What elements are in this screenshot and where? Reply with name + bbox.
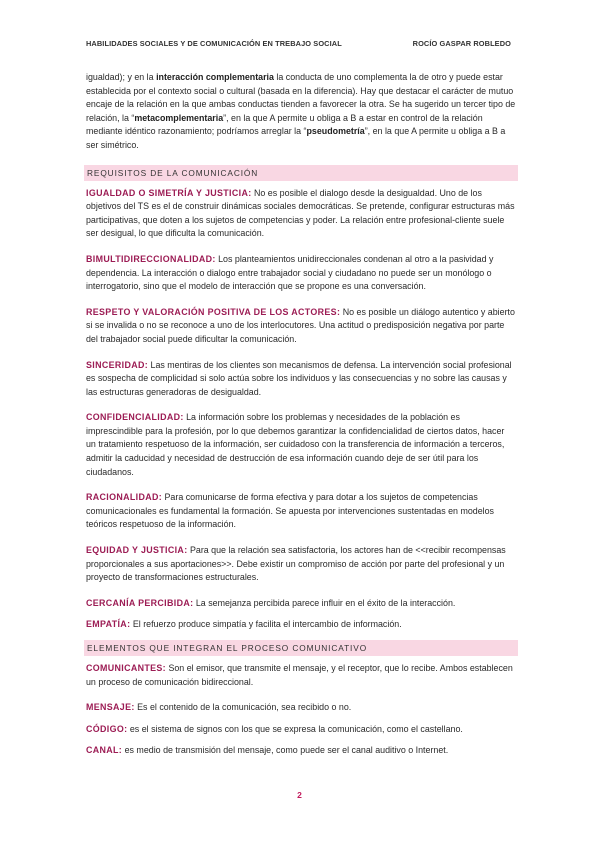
header-author: ROCÍO GASPAR ROBLEDO [412,39,511,48]
requirement-term: RESPETO Y VALORACIÓN POSITIVA DE LOS ACTORES: [86,306,341,317]
section-heading-requisitos: REQUISITOS DE LA COMUNICACIÓN [84,165,518,181]
element-text: es medio de transmisión del mensaje, como puede ser el canal auditivo o Internet. [122,745,449,756]
requirement-term: CONFIDENCIALIDAD: [86,412,184,423]
requirement-text: El refuerzo produce simpatía y facilita el intercambio de información. [130,619,402,630]
intro-text: la conducta de uno complementa la de otro y puede estar establecida por el contexto social o cultural (basada en la diferencia). Hay que destacar el carácter de mutuo encaje de la relación en la que ambas conductas tienden a favorecer la otra. Se ha sugerido un tercer tipo de relación, la “ [86,72,516,123]
intro-bold-term: metacomplementaria [134,112,224,123]
requirement-text: Para que la relación sea satisfactoria, los actores han de <<recibir recompensas proporcionales a sus aportaciones>>. Debe existir un compromiso de acción por parte del profesional y un proyecto de transformaciones estructurales. [86,545,506,583]
requirement-item [86,411,516,479]
element-text: Es el contenido de la comunicación, sea recibido o no. [134,702,352,713]
element-item [86,744,516,758]
intro-text: ”, en la que A permite u obliga a B a estar en control de la relación mediante idéntico razonamiento; podríamos arreglar la “ [86,112,483,137]
requirement-item [86,544,516,585]
requirement-item [86,491,516,532]
requirement-text: No es posible el dialogo desde la desigualdad. Uno de los objetivos del TS es el de construir dinámicas sociales democráticas. Se pretende, configurar estructuras más participativas, que doten a los sujetos de competencias y poder. La relación entre profesional-cliente suele ser desigual, lo que dificulta la comunicación. [86,187,515,239]
requirement-term: BIMULTIDIRECCIONALIDAD: [86,253,216,264]
requirement-term: EMPATÍA: [86,619,131,630]
requirement-text: La semejanza percibida parece influir en el éxito de la interacción. [193,597,456,608]
requirement-text: No es posible un diálogo autentico y abierto si se invalida o no se reconoce a uno de los interlocutores. Una actitud o predisposición negativa por parte del trabajador social puede dificultar la comunicación. [86,306,515,344]
element-term: CANAL: [86,745,123,756]
requirement-term: CERCANÍA PERCIBIDA: [86,597,194,608]
element-text: Son el emisor, que transmite el mensaje, y el receptor, que lo recibe. Ambos establecen un proceso de comunicación bidireccional. [86,663,513,687]
requirement-term: EQUIDAD Y JUSTICIA: [86,545,188,556]
intro-text: igualdad); y en la [86,72,157,82]
document-body [86,71,516,766]
intro-paragraph [86,71,516,153]
element-term: CÓDIGO: [86,723,128,734]
element-item [86,662,516,689]
header-title: HABILIDADES SOCIALES Y DE COMUNICACIÓN EN TREBAJO SOCIAL [86,39,342,48]
page-header [86,39,511,51]
requirement-text: La información sobre los problemas y necesidades de la población es imprescindible para la profesión, por lo que debemos garantizar la confidencialidad de ciertos datos, hacer un tratamiento respetuoso de la información, ser cuidadoso con la transferencia de información a terceros, admitir la caducidad y necesidad de destrucción de esa información cuando deje de ser útil para los ciudadanos. [86,412,505,477]
requirement-item [86,359,516,400]
requirement-term: IGUALDAD O SIMETRÍA Y JUSTICIA: [86,187,252,198]
requirement-item [86,306,516,347]
requirement-text: Las mentiras de los clientes son mecanismos de defensa. La intervención social profesional es sospecha de complicidad si solo actúa sobre los individuos y las consecuencias y no sobre las causas y las estructuras generadoras de desigualdad. [86,359,512,397]
requirement-text: Para comunicarse de forma efectiva y para dotar a los sujetos de competencias comunicacionales es fundamental la formación. Se apuesta por intervenciones sustentadas en modelos teóricos respetuoso de la información. [86,492,494,530]
requirement-item [86,253,516,294]
section-heading-elementos: ELEMENTOS QUE INTEGRAN EL PROCESO COMUNICATIVO [84,640,518,656]
element-term: COMUNICANTES: [86,663,166,673]
requirement-item [86,618,516,632]
requirement-term: RACIONALIDAD: [86,492,163,503]
page-number: 2 [297,790,302,800]
requirement-text: Los planteamientos unidireccionales condenan al otro a la pasividad y dependencia. La interacción o dialogo entre trabajador social y ciudadano no puede ser un monólogo o interrogatorio, sino que el modelo de interacción que se propone es una conversación. [86,253,494,292]
element-item [86,723,516,737]
requirement-item [86,597,516,611]
requirement-item [86,187,516,241]
requirement-term: SINCERIDAD: [86,359,149,370]
intro-text: ”, en la que A permite u obliga a B a ser simétrico. [86,126,506,150]
intro-bold-term: interacción complementaria [156,72,274,82]
intro-bold-term: pseudometría [306,126,365,137]
element-term: MENSAJE: [86,702,135,713]
element-text: es el sistema de signos con los que se expresa la comunicación, como el castellano. [127,723,463,734]
element-item [86,701,516,715]
